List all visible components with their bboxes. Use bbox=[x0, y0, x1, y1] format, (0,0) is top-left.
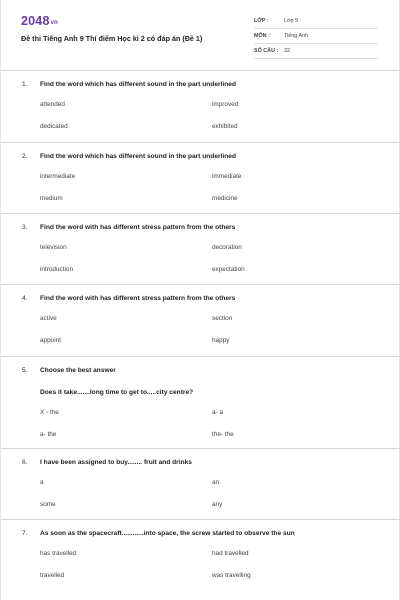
meta-key: LỚP : bbox=[254, 18, 269, 24]
option-b[interactable]: a- a bbox=[212, 409, 224, 416]
question-text: Find the word with has different stress pattern from the others bbox=[40, 295, 236, 302]
option-d[interactable]: any bbox=[212, 501, 223, 508]
option-b[interactable]: an bbox=[212, 479, 220, 486]
option-a[interactable]: intermediate bbox=[40, 173, 76, 180]
option-b[interactable]: immediate bbox=[212, 173, 242, 180]
question-text: Find the word with has different stress pattern from the others bbox=[40, 224, 236, 231]
options-grid bbox=[1, 169, 400, 213]
question-item bbox=[1, 143, 400, 214]
question-header bbox=[1, 520, 400, 546]
options-grid bbox=[1, 475, 400, 519]
question-subtext-row bbox=[1, 383, 400, 405]
option-a[interactable]: active bbox=[40, 315, 57, 322]
options-row bbox=[1, 333, 400, 355]
meta-row-class bbox=[254, 14, 378, 29]
question-item bbox=[1, 449, 400, 520]
question-number: 7. bbox=[22, 530, 28, 537]
options-grid bbox=[1, 240, 400, 284]
question-text: As soon as the spacecraft............into space, the screw started to observe the sun bbox=[40, 530, 295, 537]
question-item bbox=[1, 214, 400, 285]
question-number: 2. bbox=[22, 153, 28, 160]
options-grid bbox=[1, 405, 400, 449]
exam-meta bbox=[254, 14, 378, 59]
option-a[interactable]: a bbox=[40, 479, 44, 486]
options-row bbox=[1, 262, 400, 284]
meta-value: Lớp 9 bbox=[284, 18, 299, 24]
question-header bbox=[1, 357, 400, 383]
option-c[interactable]: introduction bbox=[40, 266, 74, 273]
option-b[interactable]: improved bbox=[212, 101, 239, 108]
logo-sub: vn bbox=[50, 20, 59, 26]
option-c[interactable]: medium bbox=[40, 195, 63, 202]
options-row bbox=[1, 119, 400, 141]
options-row bbox=[1, 240, 400, 262]
meta-row-subject bbox=[254, 29, 378, 44]
meta-value: 32 bbox=[284, 48, 290, 54]
options-row bbox=[1, 568, 400, 590]
logo-main: 2048 bbox=[21, 14, 50, 28]
option-c[interactable]: appoint bbox=[40, 337, 61, 344]
options-row bbox=[1, 427, 400, 449]
meta-key: SỐ CÂU : bbox=[254, 48, 279, 54]
option-d[interactable]: expectation bbox=[212, 266, 245, 273]
meta-row-count bbox=[254, 44, 378, 59]
options-grid bbox=[1, 546, 400, 590]
question-item bbox=[1, 71, 400, 143]
question-number: 1. bbox=[22, 81, 28, 88]
question-item bbox=[1, 285, 400, 357]
options-row bbox=[1, 311, 400, 333]
question-header bbox=[1, 285, 400, 311]
options-row bbox=[1, 546, 400, 568]
question-number: 4. bbox=[22, 295, 28, 302]
option-c[interactable]: some bbox=[40, 501, 56, 508]
options-row bbox=[1, 191, 400, 213]
option-c[interactable]: a- the bbox=[40, 431, 57, 438]
meta-value: Tiếng Anh bbox=[284, 33, 309, 39]
question-text: I have been assigned to buy........ fruit and drinks bbox=[40, 459, 192, 466]
question-header bbox=[1, 143, 400, 169]
question-text: Find the word which has different sound in the part underlined bbox=[40, 153, 236, 160]
question-number: 3. bbox=[22, 224, 28, 231]
exam-header bbox=[1, 0, 400, 76]
option-d[interactable]: was travelling bbox=[212, 572, 251, 579]
option-a[interactable]: attended bbox=[40, 101, 65, 108]
option-b[interactable]: had travelled bbox=[212, 550, 249, 557]
question-header bbox=[1, 449, 400, 475]
options-grid bbox=[1, 97, 400, 141]
question-header bbox=[1, 214, 400, 240]
options-row bbox=[1, 475, 400, 497]
question-number: 6. bbox=[22, 459, 28, 466]
option-c[interactable]: dedicated bbox=[40, 123, 68, 130]
options-row bbox=[1, 169, 400, 191]
option-b[interactable]: section bbox=[212, 315, 233, 322]
option-d[interactable]: the- the bbox=[212, 431, 234, 438]
question-list bbox=[1, 71, 400, 600]
question-text: Find the word which has different sound in the part underlined bbox=[40, 81, 236, 88]
meta-key: MÔN : bbox=[254, 33, 270, 39]
option-d[interactable]: exhibited bbox=[212, 123, 238, 130]
option-d[interactable]: happy bbox=[212, 337, 230, 344]
option-a[interactable]: X - the bbox=[40, 409, 59, 416]
question-subtext: Does it take.......long time to get to.....city centre? bbox=[40, 389, 194, 396]
question-header bbox=[1, 71, 400, 97]
options-grid bbox=[1, 311, 400, 355]
option-a[interactable]: television bbox=[40, 244, 67, 251]
option-b[interactable]: decoration bbox=[212, 244, 242, 251]
question-item bbox=[1, 520, 400, 600]
option-a[interactable]: has travelled bbox=[40, 550, 77, 557]
options-row bbox=[1, 497, 400, 519]
options-row bbox=[1, 405, 400, 427]
exam-title: Đề thi Tiếng Anh 9 Thí điểm Học kì 2 có đáp án (Đề 1) bbox=[21, 34, 203, 43]
question-text: Choose the best answer bbox=[40, 367, 116, 374]
option-d[interactable]: medicine bbox=[212, 195, 238, 202]
site-logo[interactable] bbox=[21, 14, 58, 28]
question-number: 5. bbox=[22, 367, 28, 374]
question-item bbox=[1, 357, 400, 449]
options-row bbox=[1, 97, 400, 119]
option-c[interactable]: travelled bbox=[40, 572, 65, 579]
